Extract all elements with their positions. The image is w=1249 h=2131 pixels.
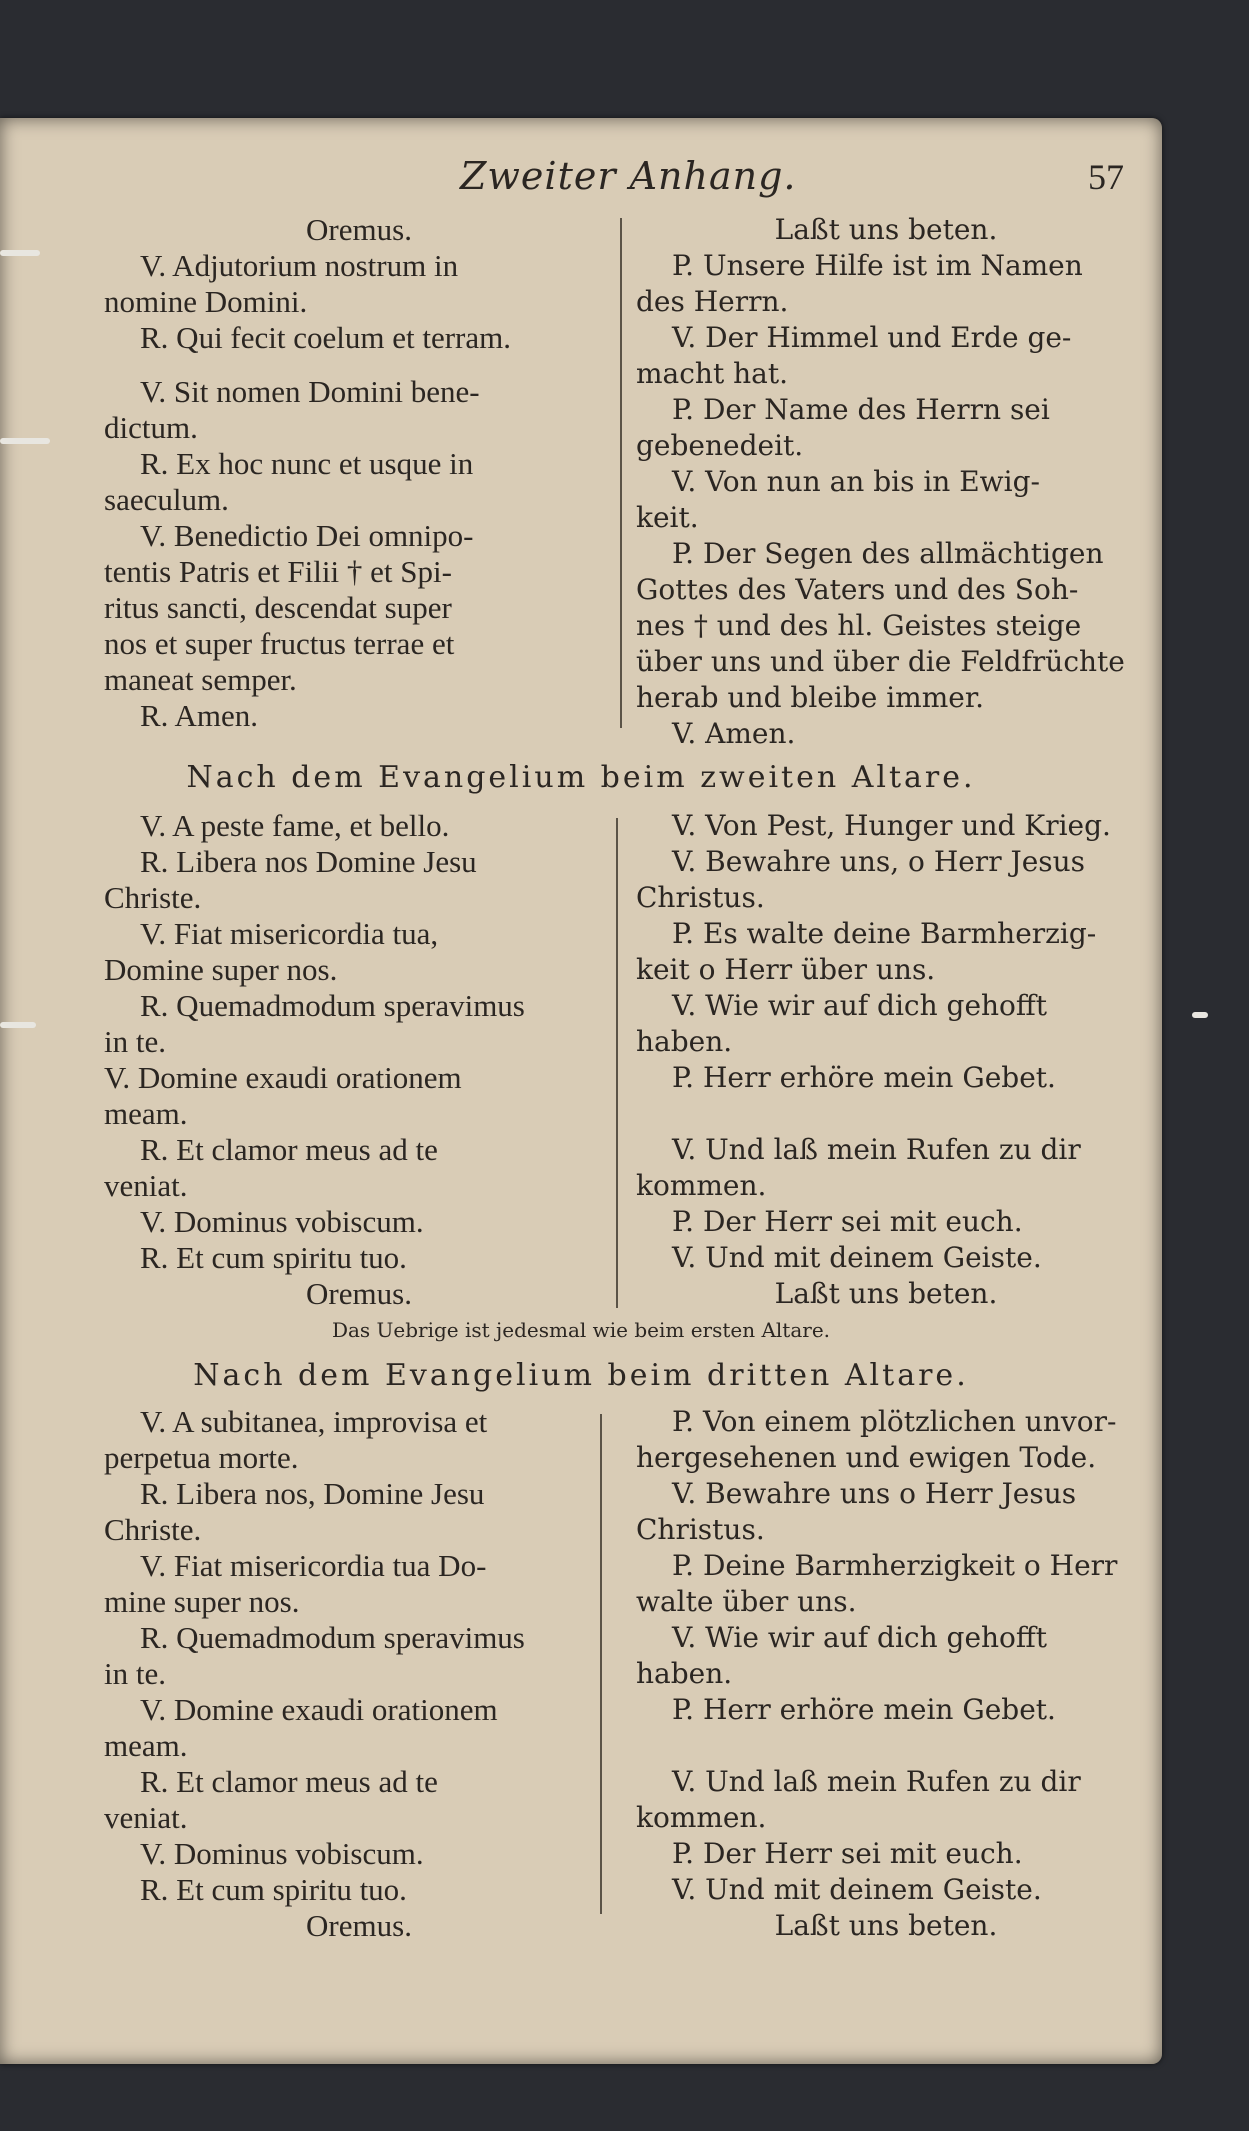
text-line: haben. <box>636 1657 733 1690</box>
text-line: V. Und laß mein Rufen zu dir <box>672 1765 1081 1798</box>
text-line: Christe. <box>104 1512 202 1547</box>
column-divider <box>620 218 622 728</box>
text-line: V. Bewahre uns, o Herr Jesus <box>672 845 1086 878</box>
text-line: kommen. <box>636 1801 767 1834</box>
german-column-1 <box>636 212 1136 752</box>
text-line: V. Fiat misericordia tua, <box>140 916 439 951</box>
text-line: tentis Patris et Filii † et Spi- <box>104 554 452 589</box>
text-line: hergesehenen und ewigen Tode. <box>636 1441 1097 1474</box>
text-line: herab und bleibe immer. <box>636 681 985 714</box>
text-line: V. Benedictio Dei omnipo- <box>140 518 474 553</box>
text-line: keit o Herr über uns. <box>636 953 936 986</box>
text-line: R. Qui fecit coelum et terram. <box>140 320 512 355</box>
text-line: über uns und über die Feldfrüchte <box>636 645 1125 678</box>
text-line: maneat semper. <box>104 662 297 697</box>
text-line: meam. <box>104 1096 188 1131</box>
text-line: P. Von einem plötzlichen unvor- <box>672 1405 1117 1438</box>
text-line: V. Sit nomen Domini bene- <box>140 374 480 409</box>
text-line: V. Von Pest, Hunger und Krieg. <box>672 809 1111 842</box>
text-line: P. Es walte deine Barmherzig- <box>672 917 1097 950</box>
text-line: R. Quemadmodum speravimus <box>140 1620 525 1655</box>
text-line: P. Herr erhöre mein Gebet. <box>672 1693 1056 1726</box>
text-line: P. Der Herr sei mit euch. <box>672 1837 1023 1870</box>
text-line: mine super nos. <box>104 1584 300 1619</box>
text-line: V. Und mit deinem Geiste. <box>672 1241 1042 1274</box>
page-number: 57 <box>1088 157 1124 197</box>
text-line: V. Der Himmel und Erde ge- <box>672 321 1072 354</box>
text-line: veniat. <box>104 1800 188 1835</box>
text-line: haben. <box>636 1025 733 1058</box>
section-heading-third-altar: Nach dem Evangelium beim dritten Altare. <box>193 1358 969 1393</box>
text-line: in te. <box>104 1024 166 1059</box>
text-line: ritus sancti, descendat super <box>104 590 452 625</box>
text-line: Christe. <box>104 880 202 915</box>
text-line: V. Dominus vobiscum. <box>140 1836 424 1871</box>
text-line: in te. <box>104 1656 166 1691</box>
text-line: V. Und laß mein Rufen zu dir <box>672 1133 1081 1166</box>
text-line: nos et super fructus terrae et <box>104 626 455 661</box>
text-line: Laßt uns beten. <box>774 1277 998 1310</box>
text-line: Laßt uns beten. <box>774 1909 998 1942</box>
text-line: Oremus. <box>306 1276 412 1311</box>
text-line: perpetua morte. <box>104 1440 299 1475</box>
text-line: Oremus. <box>306 1908 412 1943</box>
column-divider <box>616 818 618 1308</box>
text-line: P. Herr erhöre mein Gebet. <box>672 1061 1056 1094</box>
text-line: saeculum. <box>104 482 229 517</box>
text-line: nes † und des hl. Geistes steige <box>636 609 1082 642</box>
text-line: P. Der Herr sei mit euch. <box>672 1205 1023 1238</box>
text-line: R. Et clamor meus ad te <box>140 1132 438 1167</box>
text-line: V. Domine exaudi orationem <box>104 1060 462 1095</box>
text-line: Laßt uns beten. <box>774 213 998 246</box>
text-line: R. Amen. <box>140 698 258 733</box>
text-line: Christus. <box>636 881 765 914</box>
text-line: V. Adjutorium nostrum in <box>140 248 459 283</box>
book-page <box>0 118 1162 2064</box>
text-line: macht hat. <box>636 357 788 390</box>
latin-column-3 <box>104 1404 614 1944</box>
binding-mark <box>0 438 50 444</box>
text-line: V. Fiat misericordia tua Do- <box>140 1548 487 1583</box>
text-line: R. Quemadmodum speravimus <box>140 988 525 1023</box>
column-divider <box>600 1414 602 1914</box>
text-line: Oremus. <box>306 212 412 247</box>
text-line: Gottes des Vaters und des Soh- <box>636 573 1079 606</box>
text-line: nomine Domini. <box>104 284 308 319</box>
text-line: V. Von nun an bis in Ewig- <box>672 465 1040 498</box>
text-line: Domine super nos. <box>104 952 338 987</box>
text-line: V. Wie wir auf dich gehofft <box>672 1621 1048 1654</box>
text-line: meam. <box>104 1728 188 1763</box>
text-line: keit. <box>636 501 699 534</box>
text-line: R. Et cum spiritu tuo. <box>140 1240 407 1275</box>
text-line: P. Der Segen des allmächtigen <box>672 537 1104 570</box>
german-column-3 <box>636 1404 1136 1944</box>
text-line: V. Wie wir auf dich gehofft <box>672 989 1048 1022</box>
text-line: Christus. <box>636 1513 765 1546</box>
text-line: V. Amen. <box>672 717 796 750</box>
text-line: V. Bewahre uns o Herr Jesus <box>672 1477 1077 1510</box>
text-line: V. A peste fame, et bello. <box>140 808 450 843</box>
text-line: kommen. <box>636 1169 767 1202</box>
text-line: V. Domine exaudi orationem <box>140 1692 498 1727</box>
binding-mark <box>1192 1012 1208 1018</box>
text-line: veniat. <box>104 1168 188 1203</box>
text-line: R. Et cum spiritu tuo. <box>140 1872 407 1907</box>
page-header <box>0 154 1162 214</box>
text-line: P. Unsere Hilfe ist im Namen <box>672 249 1083 282</box>
section-heading-second-altar: Nach dem Evangelium beim zweiten Altare. <box>186 760 976 795</box>
text-line: R. Libera nos Domine Jesu <box>140 844 477 879</box>
text-line: gebenedeit. <box>636 429 804 462</box>
text-line: R. Libera nos, Domine Jesu <box>140 1476 485 1511</box>
text-line: R. Ex hoc nunc et usque in <box>140 446 474 481</box>
text-line: R. Et clamor meus ad te <box>140 1764 438 1799</box>
text-line: V. Und mit deinem Geiste. <box>672 1873 1042 1906</box>
text-line: walte über uns. <box>636 1585 857 1618</box>
text-line: dictum. <box>104 410 198 445</box>
latin-column-1 <box>104 212 614 734</box>
footnote: Das Uebrige ist jedesmal wie beim ersten Altare. <box>331 1318 831 1342</box>
text-line: des Herrn. <box>636 285 789 318</box>
latin-column-2 <box>104 808 614 1312</box>
running-title: Zweiter Anhang. <box>460 154 797 198</box>
german-column-2 <box>636 808 1136 1312</box>
text-line: P. Der Name des Herrn sei <box>672 393 1050 426</box>
binding-mark <box>0 250 40 256</box>
text-line: V. A subitanea, improvisa et <box>140 1404 488 1439</box>
text-line: V. Dominus vobiscum. <box>140 1204 424 1239</box>
binding-mark <box>0 1022 36 1028</box>
text-line: P. Deine Barmherzigkeit o Herr <box>672 1549 1118 1582</box>
